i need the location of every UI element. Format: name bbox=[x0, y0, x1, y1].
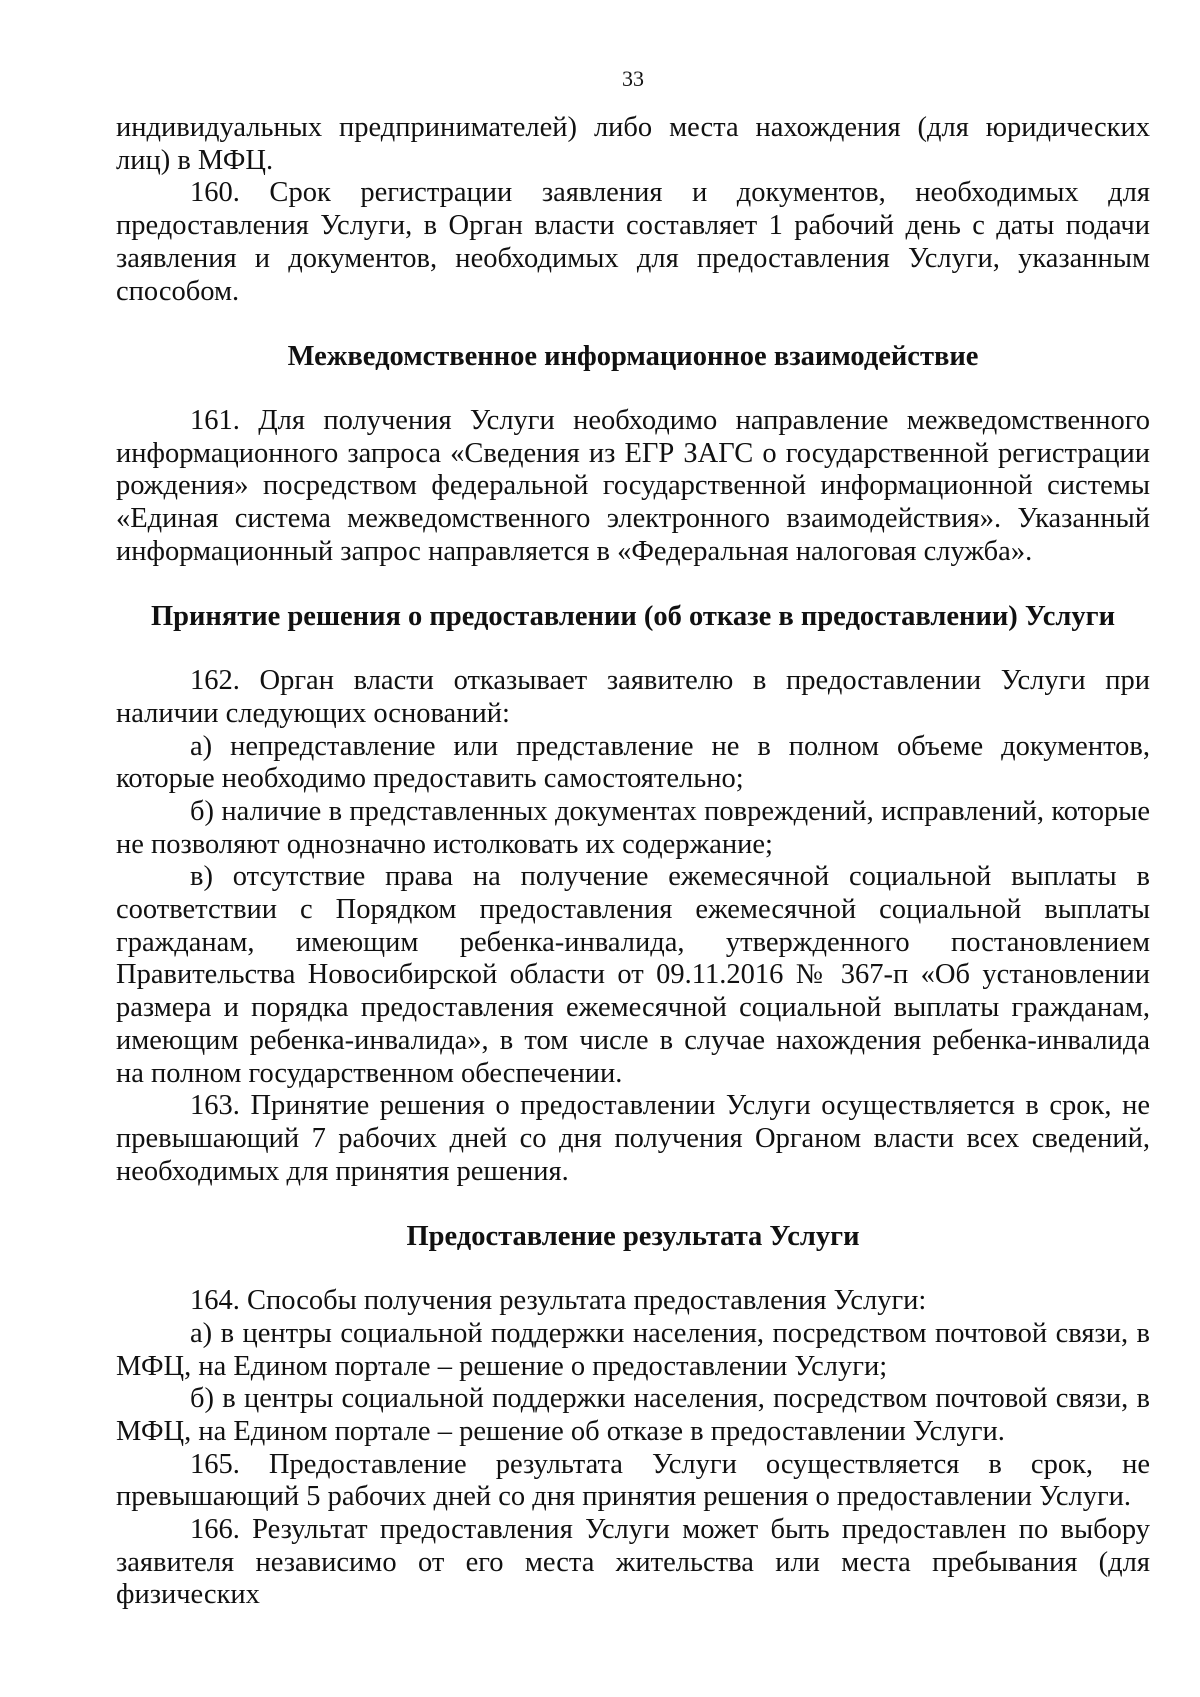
section-heading-decision: Принятие решения о предоставлении (об отказе в предоставлении) Услуги bbox=[150, 601, 1115, 633]
section-heading-result: Предоставление результата Услуги bbox=[406, 1221, 860, 1253]
paragraph-166: 166. Результат предоставления Услуги может быть предоставлен по выбору заявителя независимо от его места жительства или места пребывания (для физических bbox=[116, 1514, 1150, 1611]
paragraph-164: 164. Способы получения результата предоставления Услуги: bbox=[190, 1285, 927, 1317]
section-heading-interagency: Межведомственное информационное взаимодействие bbox=[287, 341, 979, 373]
paragraph-162-b: б) наличие в представленных документах повреждений, исправлений, которые не позволяют однозначно истолковать их содержание; bbox=[116, 795, 1150, 860]
paragraph-163: 163. Принятие решения о предоставлении Услуги осуществляется в срок, не превышающий 7 рабочих дней со дня получения Органом власти всех сведений, необходимых для принятия решения. bbox=[116, 1090, 1150, 1187]
page-number: 33 bbox=[622, 66, 644, 91]
paragraph-164-b: б) в центры социальной поддержки населения, посредством почтовой связи, в МФЦ, на Едином портале – решение об отказе в предоставлении Услуги. bbox=[116, 1383, 1150, 1447]
paragraph-165: 165. Предоставление результата Услуги осуществляется в срок, не превышающий 5 рабочих дней со дня принятия решения о предоставлении Услуги. bbox=[116, 1448, 1150, 1513]
paragraph-164-a: а) в центры социальной поддержки населения, посредством почтовой связи, в МФЦ, на Едином портале – решение о предоставлении Услуги; bbox=[116, 1317, 1150, 1382]
paragraph-162-v: в) отсутствие права на получение ежемесячной социальной выплаты в соответствии с Порядком предоставления ежемесячной социальной выплаты гражданам, имеющим ребенка-инвалида, утвержденного постановлением Правительства Новосибирской области от 09.11.2016 № 367-п «Об установлении размера и порядка предоставления ежемесячной социальной выплаты гражданам, имеющим ребенка-инвалида», в том числе в случае нахождения ребенка-инвалида на полном государственном обеспечении. bbox=[116, 861, 1150, 1089]
paragraph-162-a: а) непредставление или представление не в полном объеме документов, которые необходимо предоставить самостоятельно; bbox=[116, 730, 1150, 795]
paragraph-162: 162. Орган власти отказывает заявителю в предоставлении Услуги при наличии следующих оснований: bbox=[116, 665, 1150, 729]
paragraph-160: 160. Срок регистрации заявления и документов, необходимых для предоставления Услуги, в Орган власти составляет 1 рабочий день с даты подачи заявления и документов, необходимых для предоставления Услуги, указанным способом. bbox=[116, 177, 1150, 307]
document-page bbox=[116, 66, 1150, 1612]
paragraph-161: 161. Для получения Услуги необходимо направление межведомственного информационного запроса «Сведения из ЕГР ЗАГС о государственной регистрации рождения» посредством федеральной государственной информационной системы «Единая система межведомственного электронного взаимодействия». Указанный информационный запрос направляется в «Федеральная налоговая служба». bbox=[116, 404, 1150, 567]
paragraph-continuation: индивидуальных предпринимателей) либо места нахождения (для юридических лиц) в МФЦ. bbox=[116, 112, 1150, 176]
